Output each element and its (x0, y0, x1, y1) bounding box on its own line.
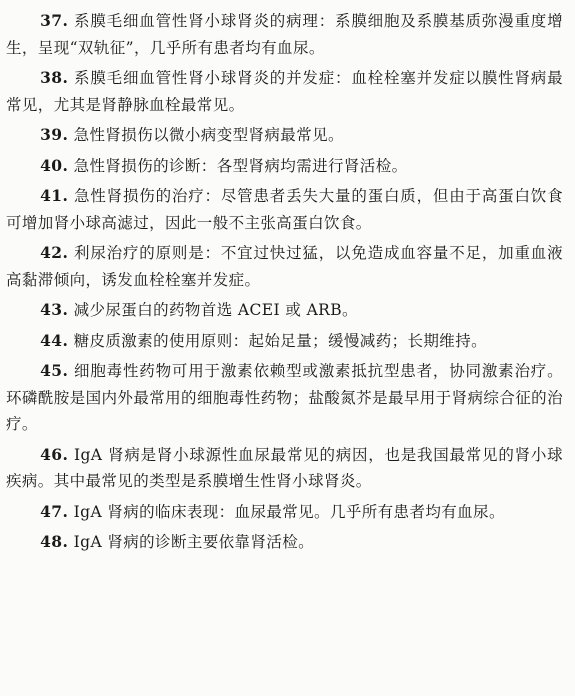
item-number: 41. (40, 186, 69, 205)
note-item-40 (6, 153, 563, 180)
note-item-41 (6, 183, 563, 236)
item-number: 44. (40, 330, 69, 350)
item-text: 急性肾损伤以微小病变型肾病最常见。 (73, 126, 344, 144)
item-text: 糖皮质激素的使用原则：起始足量；缓慢减药；长期维持。 (73, 331, 487, 350)
note-item-46 (6, 442, 563, 495)
item-number: 37. (40, 11, 69, 30)
item-text: 系膜毛细血管性肾小球肾炎的病理：系膜细胞及系膜基质弥漫重度增生，呈现“双轨征”，几乎所有患者均有血尿。 (6, 12, 563, 57)
item-number: 42. (40, 243, 69, 262)
item-number: 43. (40, 300, 69, 319)
item-text: 减少尿蛋白的药物首选 ACEI 或 ARB。 (73, 301, 358, 319)
item-text: IgA 肾病是肾小球源性血尿最常见的病因，也是我国最常见的肾小球疾病。其中最常见的类型是系膜增生性肾小球肾炎。 (6, 445, 563, 490)
item-number: 45. (40, 361, 69, 380)
item-number: 47. (40, 501, 69, 521)
note-item-37 (6, 8, 563, 61)
note-item-48 (6, 529, 563, 556)
item-text: 急性肾损伤的诊断：各型肾病均需进行肾活检。 (73, 156, 408, 175)
item-number: 38. (40, 68, 69, 87)
item-text: 细胞毒性药物可用于激素依赖型或激素抵抗型患者，协同激素治疗。环磷酰胺是国内外最常用的细胞毒性药物；盐酸氮芥是最早用于肾病综合征的治疗。 (6, 362, 563, 433)
note-item-47 (6, 499, 563, 526)
item-text: IgA 肾病的诊断主要依靠肾活检。 (73, 533, 315, 551)
item-number: 39. (40, 125, 69, 144)
item-number: 46. (40, 444, 69, 464)
item-text: IgA 肾病的临床表现：血尿最常见。几乎所有患者均有血尿。 (73, 502, 505, 521)
note-item-44 (6, 328, 563, 355)
note-item-39 (6, 122, 563, 149)
item-number: 48. (40, 532, 69, 551)
item-text: 急性肾损伤的治疗：尽管患者丢失大量的蛋白质，但由于高蛋白饮食可增加肾小球高滤过，因此一般不主张高蛋白饮食。 (6, 187, 563, 232)
note-item-45 (6, 358, 563, 438)
item-number: 40. (40, 155, 69, 175)
item-text: 利尿治疗的原则是：不宜过快过猛，以免造成血容量不足，加重血液高黏滞倾向，诱发血栓栓塞并发症。 (6, 244, 563, 289)
note-item-43 (6, 297, 563, 324)
note-item-42 (6, 240, 563, 293)
note-item-38 (6, 65, 563, 118)
item-text: 系膜毛细血管性肾小球肾炎的并发症：血栓栓塞并发症以膜性肾病最常见，尤其是肾静脉血栓最常见。 (6, 69, 563, 114)
